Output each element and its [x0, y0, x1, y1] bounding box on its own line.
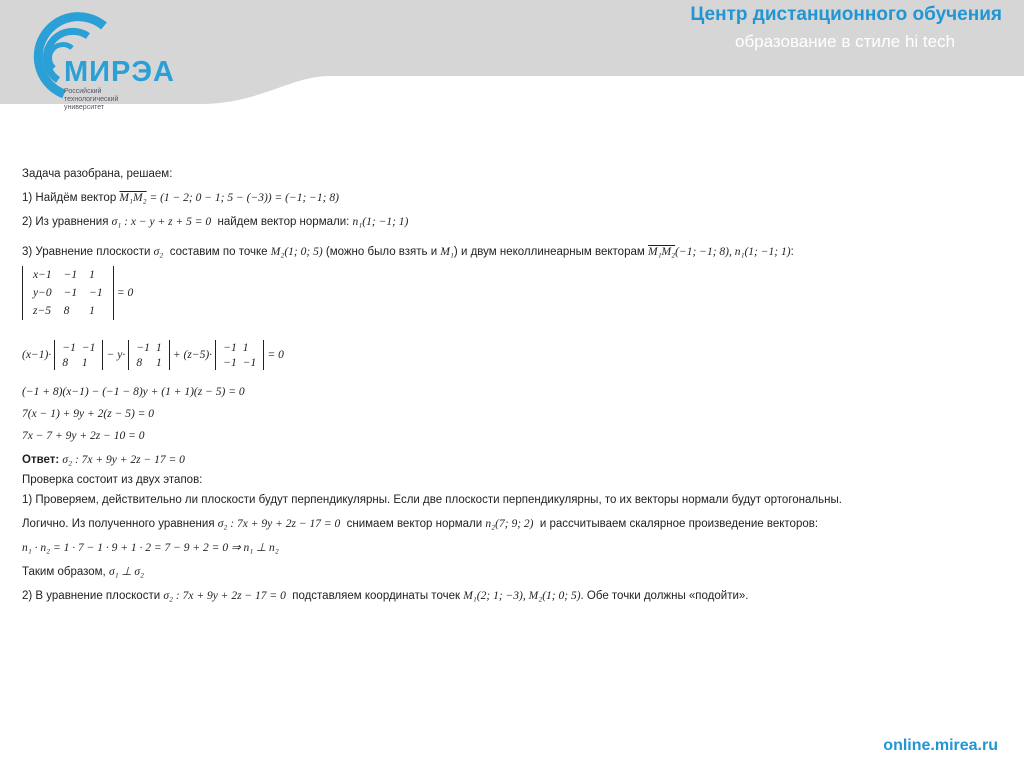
sigma2-symbol: σ₂: [153, 246, 164, 258]
minor-cell: 1: [155, 341, 162, 354]
minor-cell: 8: [136, 356, 143, 369]
det-cell: 1: [89, 305, 95, 317]
step1-label: 1) Найдём вектор: [22, 192, 117, 204]
equation-step-2: 7(x − 1) + 9y + 2(z − 5) = 0: [22, 408, 155, 420]
header-bar: [0, 0, 1024, 111]
vector-m1m2: M₁M₂: [119, 192, 147, 204]
expansion-line: [22, 340, 284, 370]
minor-cell: −1: [223, 356, 237, 369]
points-m1-m2: M₁(2; 1; −3), M₂(1; 0; 5): [463, 590, 581, 602]
conclusion-label: Таким образом,: [22, 566, 106, 578]
expansion-equals: = 0: [267, 349, 284, 362]
step3-line: 3) Уравнение плоскости σ₂ составим по точке M₂(1; 0; 5) (можно было взять и M₁) и двум неколлинеарным векторам M₁M₂(−1; −1; 8), n₁(1; −1; 1):: [22, 246, 794, 258]
point-m2: M₂(1; 0; 5): [270, 246, 323, 258]
det-cell: 1: [89, 269, 95, 281]
check-dot-label: и рассчитываем скалярное произведение векторов:: [539, 518, 819, 530]
determinant-equals: = 0: [116, 287, 134, 300]
check-normal-take: снимаем вектор нормали: [346, 518, 483, 530]
expansion-term-3: + (z−5)·: [172, 349, 213, 362]
minor-cell: −1: [81, 341, 96, 354]
minor-cell: −1: [62, 341, 76, 354]
step3-note: (можно было взять и: [325, 246, 438, 258]
perpendicular-planes: σ₁ ⊥ σ₂: [108, 566, 145, 578]
answer-label: Ответ:: [22, 454, 60, 466]
normal-n2: n₂(7; 9; 2): [485, 518, 534, 530]
det-cell: z−5: [33, 305, 51, 317]
check-step-2-equation: σ₂ : 7x + 9y + 2z − 17 = 0: [163, 590, 286, 602]
minor-cell: 1: [242, 341, 249, 354]
footer-url: online.mirea.ru: [883, 737, 998, 754]
minor-cell: 1: [81, 356, 88, 369]
minor-3: [215, 340, 264, 370]
check-sigma2-equation: σ₂ : 7x + 9y + 2z − 17 = 0: [217, 518, 341, 530]
point-m1-symbol: M₁: [440, 246, 454, 258]
check-normal-label: Логично. Из полученного уравнения: [22, 518, 215, 530]
check-step-2: [22, 590, 748, 602]
dot-product-line: n₁ · n₂ = 1 · 7 − 1 · 9 + 1 · 2 = 7 − 9 + 2 = 0 ⇒ n₁ ⊥ n₂: [22, 542, 279, 554]
answer-line: [22, 454, 185, 466]
minor-cell: −1: [242, 356, 257, 369]
logo-text: МИРЭА: [64, 56, 175, 88]
equation-step-3: 7x − 7 + 9y + 2z − 10 = 0: [22, 430, 145, 442]
minor-1: [54, 340, 103, 370]
determinant-block: [22, 266, 133, 320]
expansion-term-1: (x−1)·: [22, 349, 52, 362]
check-step-2-label: 2) В уравнение плоскости: [22, 590, 161, 602]
minor-cell: 8: [62, 356, 69, 369]
intro-line: Задача разобрана, решаем:: [22, 168, 173, 180]
minor-2: [128, 340, 169, 370]
header-subtitle: образование в стиле hi tech: [735, 32, 956, 51]
vectors-values: (−1; −1; 8), n₁(1; −1; 1): [675, 246, 791, 258]
det-cell: −1: [63, 287, 78, 299]
check-intro: Проверка состоит из двух этапов:: [22, 474, 203, 486]
step1-line: [22, 192, 339, 204]
det-cell: y−0: [33, 287, 52, 299]
check-normal-line: [22, 518, 818, 530]
check-step-2-note: . Обе точки должны «подойти».: [580, 590, 749, 602]
determinant-3x3: [22, 266, 114, 320]
step3-point-label: составим по точке: [169, 246, 268, 258]
check-step-2-points-label: подставляем координаты точек: [292, 590, 461, 602]
header-title: Центр дистанционного обучения: [690, 4, 1002, 25]
det-cell: −1: [63, 269, 78, 281]
step3-vectors-label: ) и двум неколлинеарным векторам: [453, 246, 645, 258]
vector-m1m2-value: = (1 − 2; 0 − 1; 5 − (−3)) = (−1; −1; 8): [146, 192, 339, 204]
expansion-term-2: − y·: [106, 349, 126, 362]
plane-sigma1-equation: σ₁ : x − y + z + 5 = 0: [111, 216, 212, 228]
step2-normal-label: найдем вектор нормали:: [217, 216, 350, 228]
det-cell: x−1: [33, 269, 52, 281]
minor-cell: 1: [155, 356, 162, 369]
answer-equation: σ₂ : 7x + 9y + 2z − 17 = 0: [62, 454, 185, 466]
mirea-logo: [6, 6, 176, 111]
det-cell: −1: [89, 287, 103, 299]
minor-cell: −1: [223, 341, 237, 354]
conclusion-line: [22, 564, 144, 578]
vector-m1m2-ref: M₁M₂: [647, 246, 676, 258]
minor-cell: −1: [136, 341, 150, 354]
step2-line: [22, 216, 408, 228]
step2-label: 2) Из уравнения: [22, 216, 109, 228]
check-step-1: 1) Проверяем, действительно ли плоскости будут перпендикулярны. Если две плоскости перпендикулярны, то их векторы нормали будут ортогональны.: [22, 494, 842, 506]
normal-n1: n₁(1; −1; 1): [352, 216, 409, 228]
equation-step-1: (−1 + 8)(x−1) − (−1 − 8)y + (1 + 1)(z − 5) = 0: [22, 386, 245, 398]
det-cell: 8: [63, 305, 70, 317]
logo-subtitle: Российский технологический университет: [64, 88, 119, 111]
step3-label: 3) Уравнение плоскости: [22, 246, 151, 258]
